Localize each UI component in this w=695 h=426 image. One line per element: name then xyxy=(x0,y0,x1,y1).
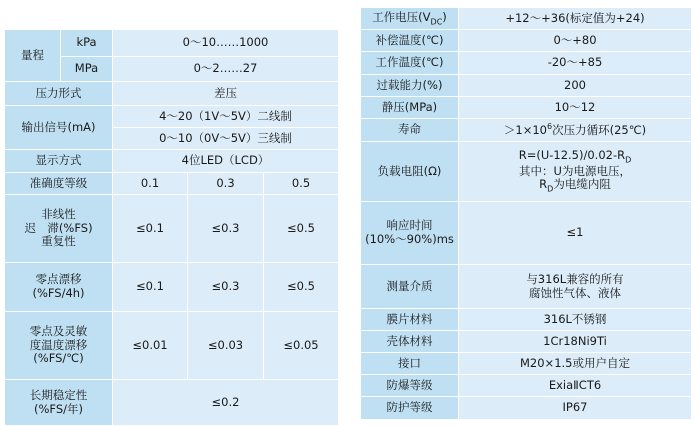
accuracy-value: 0.5 xyxy=(264,173,339,195)
zero-drift-value: ≤0.3 xyxy=(188,263,264,312)
temp-drift-value: ≤0.01 xyxy=(113,312,188,380)
port-label: 接口 xyxy=(361,353,459,375)
medium-label: 测量介质 xyxy=(361,265,459,309)
load-note2-post: 为电缆内阻 xyxy=(553,177,611,192)
housing-label: 壳体材料 xyxy=(361,331,459,353)
medium-value-line: 与316L兼容的所有 xyxy=(526,271,624,286)
zero-drift-label xyxy=(5,263,113,312)
load-formula-sub: D xyxy=(625,155,632,164)
work-temp-value: -20～+85 xyxy=(459,52,692,75)
stability-label-line: 长期稳定性 xyxy=(29,387,88,402)
zero-drift-value: ≤0.1 xyxy=(113,263,188,312)
temp-drift-label-line: 度温度漂移 xyxy=(29,337,88,352)
protection-label: 防护等级 xyxy=(361,397,459,420)
output-line2: 0～10（0V～5V）三线制 xyxy=(113,128,339,150)
load-note1: 其中：U为电源电压， xyxy=(519,163,631,178)
explosion-label: 防爆等级 xyxy=(361,375,459,397)
stability-label-line: (%FS/年) xyxy=(34,401,83,416)
explosion-value: ExiaⅡCT6 xyxy=(459,375,692,397)
right-spec-table xyxy=(360,7,692,420)
nonlinearity-label-line: 重复性 xyxy=(41,234,76,249)
voltage-label-close: ) xyxy=(442,9,447,24)
nonlinearity-value: ≤0.5 xyxy=(264,195,339,263)
life-value-sup: 6 xyxy=(546,122,553,132)
pressure-form-label: 压力形式 xyxy=(5,82,113,106)
life-label: 寿命 xyxy=(361,119,459,142)
load-value xyxy=(459,142,692,202)
zero-drift-label-line: (%FS/4h) xyxy=(32,286,85,300)
medium-value xyxy=(459,265,692,309)
range-label: 量程 xyxy=(5,30,61,82)
nonlinearity-label-line: 迟 滞(%FS) xyxy=(24,220,93,235)
temp-drift-value: ≤0.03 xyxy=(188,312,264,380)
response-label-line: 响应时间 xyxy=(386,218,433,233)
port-value: M20×1.5或用户自定 xyxy=(459,353,692,375)
work-temp-label: 工作温度(℃) xyxy=(361,52,459,75)
output-line1: 4～20（1V～5V）二线制 xyxy=(113,106,339,128)
voltage-value: +12～+36(标定值为+24) xyxy=(459,8,692,30)
nonlinearity-value: ≤0.1 xyxy=(113,195,188,263)
housing-value: 1Cr18Ni9Ti xyxy=(459,331,692,353)
response-label xyxy=(361,202,459,265)
protection-value: IP67 xyxy=(459,397,692,420)
overload-label: 过载能力(%) xyxy=(361,75,459,97)
nonlinearity-label xyxy=(5,195,113,263)
range-unit-kpa: kPa xyxy=(61,30,113,57)
nonlinearity-label-line: 非线性 xyxy=(41,206,76,221)
life-value xyxy=(459,119,692,142)
diaphragm-value: 316L不锈钢 xyxy=(459,309,692,331)
stability-label xyxy=(5,380,113,426)
left-spec-table xyxy=(4,29,339,426)
accuracy-label: 准确度等级 xyxy=(5,173,113,195)
comp-temp-value: 0～+80 xyxy=(459,30,692,52)
accuracy-value: 0.3 xyxy=(188,173,264,195)
static-label: 静压(MPa) xyxy=(361,97,459,119)
comp-temp-label: 补偿温度(℃) xyxy=(361,30,459,52)
overload-value: 200 xyxy=(459,75,692,97)
voltage-label-sub: DC xyxy=(430,16,443,26)
load-note2-sub: D xyxy=(547,184,554,194)
range-unit-mpa: MPa xyxy=(61,57,113,82)
medium-value-line: 腐蚀性气体、液体 xyxy=(529,285,621,300)
voltage-label xyxy=(361,8,459,30)
response-value: ≤1 xyxy=(459,202,692,265)
temp-drift-label-line: 零点及灵敏 xyxy=(29,323,88,338)
temp-drift-label xyxy=(5,312,113,380)
pressure-form-value: 差压 xyxy=(113,82,339,106)
response-label-line: (10%～90%)ms xyxy=(365,232,454,246)
output-label: 输出信号(mA) xyxy=(5,106,113,150)
load-label: 负载电阻(Ω) xyxy=(361,142,459,202)
load-note2 xyxy=(459,178,691,194)
diaphragm-label: 膜片材料 xyxy=(361,309,459,331)
load-formula xyxy=(459,149,691,165)
life-value-post: 次压力循环(25℃) xyxy=(552,123,647,138)
nonlinearity-value: ≤0.3 xyxy=(188,195,264,263)
stability-value: ≤0.2 xyxy=(113,380,339,426)
range-value-kpa: 0～10……1000 xyxy=(113,30,339,57)
load-formula-pre: R=(U-12.5)/0.02-R xyxy=(518,147,626,162)
accuracy-value: 0.1 xyxy=(113,173,188,195)
voltage-label-main: 工作电压(V xyxy=(372,9,431,24)
display-value: 4位LED（LCD） xyxy=(113,150,339,173)
temp-drift-value: ≤0.05 xyxy=(264,312,339,380)
temp-drift-label-line: (%FS/℃) xyxy=(33,351,84,366)
load-note2-pre: R xyxy=(539,177,548,192)
life-value-pre: ＞1×10 xyxy=(503,123,547,138)
display-label: 显示方式 xyxy=(5,150,113,173)
zero-drift-label-line: 零点漂移 xyxy=(35,272,82,287)
range-value-mpa: 0～2……27 xyxy=(113,57,339,82)
zero-drift-value: ≤0.5 xyxy=(264,263,339,312)
static-value: 10～12 xyxy=(459,97,692,119)
